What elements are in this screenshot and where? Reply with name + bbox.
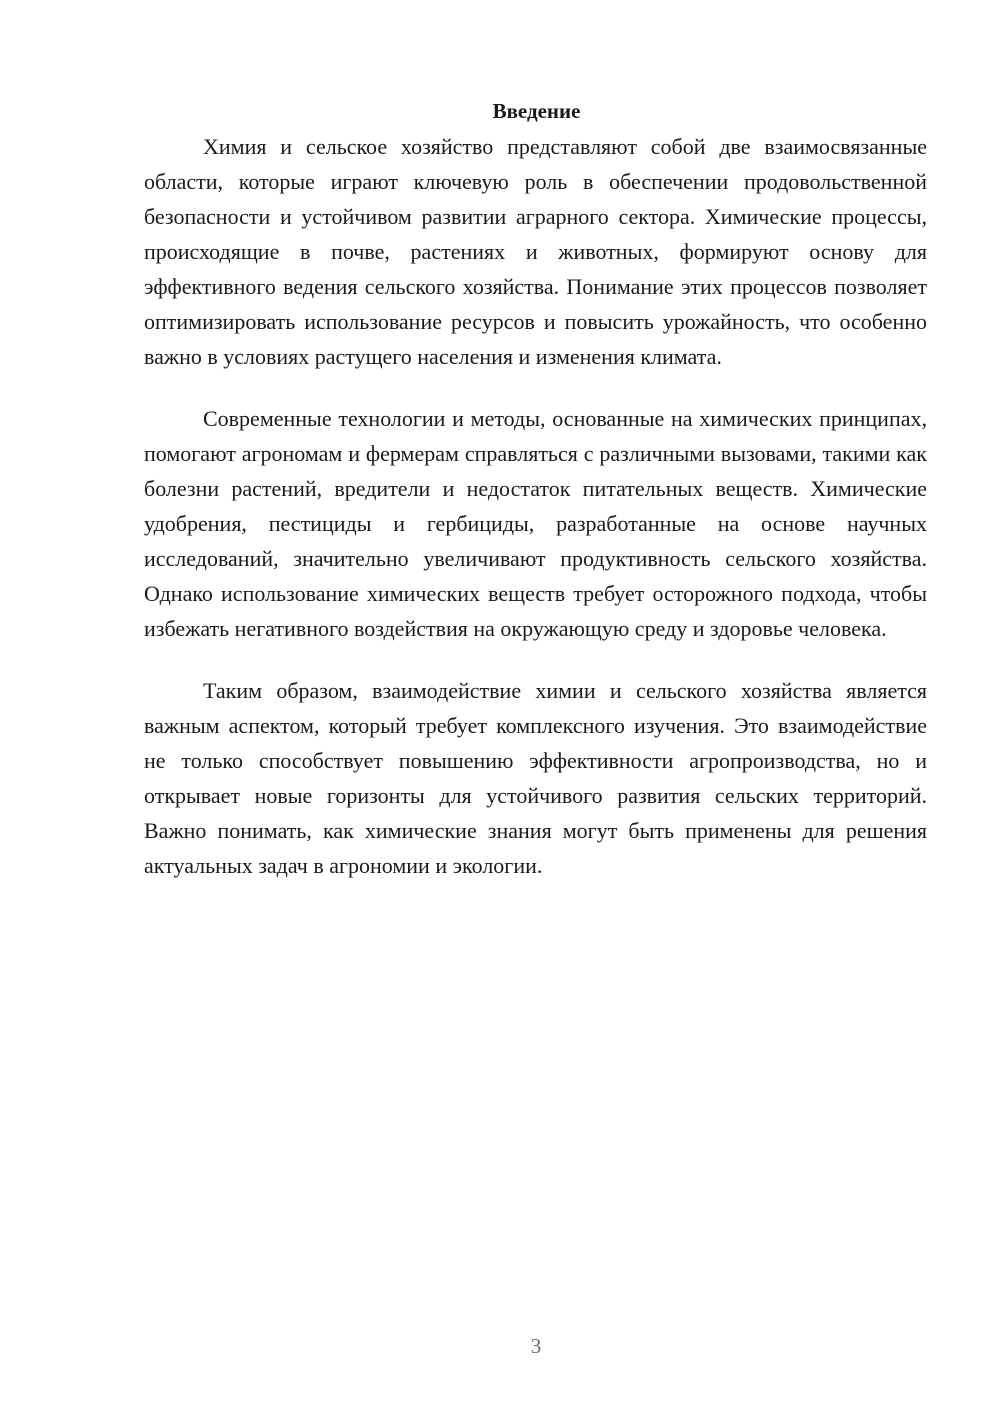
paragraph-1: Химия и сельское хозяйство представляют собой две взаимосвязанные области, которые играют ключевую роль в обеспечении продовольственной безопасности и устойчивом развитии аграрного сектора. Химические процессы, происходящие в почве, растениях и животных, формируют основу для эффективного ведения сельского хозяйства. Понимание этих процессов позволяет оптимизировать использование ресурсов и повысить урожайность, что особенно важно в условиях растущего населения и изменения климата. — [144, 134, 927, 369]
paragraph-2: Современные технологии и методы, основанные на химических принципах, помогают агрономам и фермерам справляться с различными вызовами, такими как болезни растений, вредители и недостаток питательных веществ. Химические удобрения, пестициды и гербициды, разработанные на основе научных исследований, значительно увеличивают продуктивность сельского хозяйства. Однако использование химических веществ требует осторожного подхода, чтобы избежать негативного воздействия на окружающую среду и здоровье человека. — [144, 406, 927, 641]
paragraph-3: Таким образом, взаимодействие химии и сельского хозяйства является важным аспектом, который требует комплексного изучения. Это взаимодействие не только способствует повышению эффективности агропроизводства, но и открывает новые горизонты для устойчивого развития сельских территорий. Важно понимать, как химические знания могут быть применены для решения актуальных задач в агрономии и экологии. — [144, 678, 927, 878]
page-number: 3 — [530, 1334, 542, 1358]
section-title: Введение — [492, 99, 581, 123]
document-body — [144, 94, 927, 883]
